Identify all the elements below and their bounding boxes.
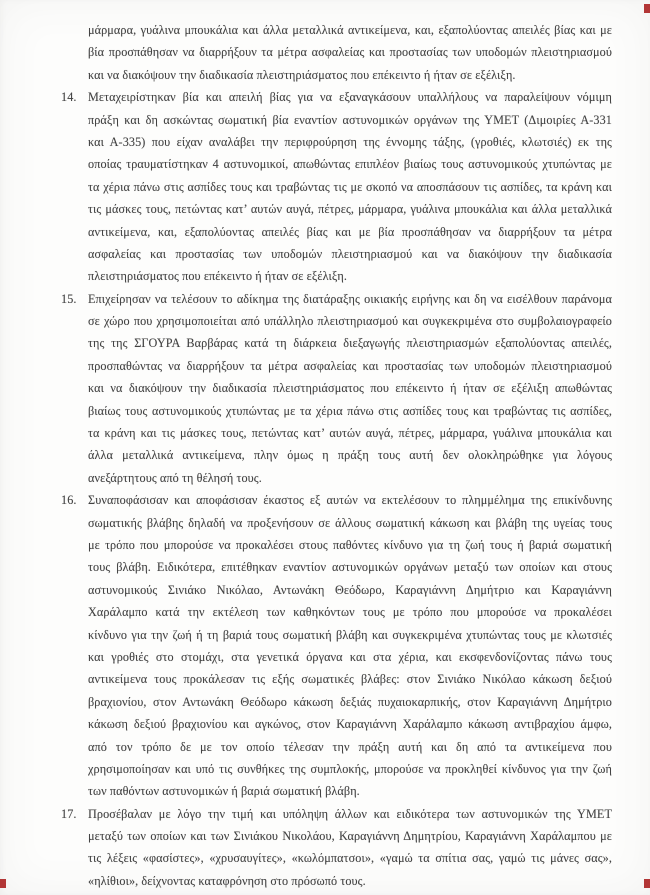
text-line: Επιχείρησαν να τελέσουν το αδίκημα της διατάραξης οικιακής ειρήνης και δη να εισέλθουν παράνομα — [88, 291, 612, 306]
paragraph — [88, 19, 612, 86]
text-line: τους βλάβη. Ειδικότερα, επιτέθηκαν εναντίον αστυνομικών οργάνων μεταξύ των οποίων και στους — [88, 560, 612, 575]
red-corner-mark-bottom-right — [644, 879, 650, 888]
text-line: και γροθιές στο στομάχι, στα γενετικά όργανα και στα χέρια, και εκσφενδονίζοντας πάνω τους — [88, 649, 612, 664]
text-line: τα χέρια πάνω στις ασπίδες τους και τραβώντας τις με σκοπό να αποσπάσουν τις ασπίδες, τα κράνη και — [88, 179, 612, 194]
text-line: μεταξύ των οποίων και των Σινιάκου Νικολάου, Καραγιάννη Δημητρίου, Καραγιάννη Χαράλαμπου με — [88, 829, 612, 844]
text-line: αντικείμενα τους προκάλεσαν τις εξής σωματικές βλάβες: στον Σινιάκο Νικόλαο κάκωση δεξιού — [88, 672, 612, 687]
text-line: χρησιμοποίησαν και υπό τις συνθήκες της συμπλοκής, μπορούσε να προκληθεί κίνδυνος για την ζωή — [88, 761, 612, 776]
paragraph-lines — [88, 803, 612, 893]
text-line: κίνδυνο για την ζωή ή τη βαριά τους σωματική βλάβη και συγκεκριμένα χτυπώντας τους με κλωτσιές — [88, 627, 612, 642]
text-line: σε χώρο που χρησιμοποιείται από υπάλληλο πλειστηριασμού και συγκεκριμένα στο συμβολαιογραφείο — [88, 314, 612, 329]
text-line: τις λέξεις «φασίστες», «χρυσαυγίτες», «κωλόμπατσοι», «γαμώ τα σπίτια σας, γαμώ τις μάνες σας», — [88, 851, 612, 866]
text-line: τις μάσκες τους, πετώντας κατ’ αυτών αυγά, πέτρες, μάρμαρα, γυάλινα μπουκάλια και άλλα μεταλλικά — [88, 202, 612, 217]
paragraph-lines — [88, 19, 612, 86]
paragraph — [61, 489, 612, 802]
text-block — [61, 19, 612, 892]
text-line: πλειστηριάσματος που επέκειντο ή ήταν σε εξέλιξη. — [88, 269, 348, 284]
text-line: των παθόντων αστυνομικών ή βαριά σωματική βλάβη. — [88, 784, 360, 799]
text-line: βιαίως τους αστυνομικούς χτυπώντας με τα χέρια πάνω στις ασπίδες τους και τραβώντας τις ασπίδες, — [88, 403, 612, 418]
text-line: τα κράνη και τις μάσκες τους, πετώντας κατ’ αυτών αυγά, πέτρες, μάρμαρα, γυάλινα μπουκάλια και — [88, 426, 612, 441]
text-line: ανεξάρτητους από τη θέλησή τους. — [88, 470, 262, 485]
text-line: «ηλίθιοι», δείχνοντας καταφρόνηση στο πρόσωπό τους. — [88, 873, 366, 888]
paragraph-lines — [88, 86, 612, 288]
text-line: βραχιονίου, στον Αντωνάκη Θεόδωρο κάκωση δεξιάς πυχαιοκαρπικής, στον Καραγιάννη Δημήτριο — [88, 694, 612, 709]
red-corner-mark-bottom-left — [0, 879, 6, 888]
paragraph-number: 17. — [61, 806, 77, 821]
text-line: βία προσπάθησαν να διαρρήξουν τα μέτρα ασφαλείας και προστασίας των υποδομών πλειστηριασμού — [88, 45, 612, 60]
paragraph-number: 14. — [61, 90, 77, 105]
paragraph-lines — [88, 288, 612, 490]
text-line: άλλα μεταλλικά αντικείμενα, πλην όμως η πράξη τους αυτή δεν ολοκληρώθηκε για λόγους — [88, 448, 612, 463]
text-line: αστυνομικούς Σινιάκο Νικόλαο, Αντωνάκη Θεόδωρο, Καραγιάννη Δημήτριο και Καραγιάννη — [88, 582, 612, 597]
text-line: της της ΣΓΟΥΡΑ Βαρβάρας κατά τη διάρκεια διεξαγωγής πλειστηριασμών εξαπολύοντας απειλές, — [88, 336, 612, 351]
text-line: και να διακόψουν την διαδικασία πλειστηριάσματος που επέκειντο ή ήταν σε εξέλιξη απωθώντας — [88, 381, 612, 396]
text-line: Μεταχειρίστηκαν βία και απειλή βίας για να εξαναγκάσουν υπαλλήλους να παραλείψουν νόμιμη — [88, 90, 612, 105]
text-line: πράξη και δη ασκώντας σωματική βία εναντίον αστυνομικών οργάνων της ΥΜΕΤ (Διμοιρίες Α-331 — [88, 112, 612, 127]
text-line: και να διακόψουν την διαδικασία πλειστηριάσματος που επέκειντο ή ήταν σε εξέλιξη. — [88, 67, 516, 82]
text-line: αντικείμενα, και, εξαπολύοντας απειλές βίας και με βία προσπάθησαν να διαρρήξουν τα μέτρα — [88, 224, 612, 239]
text-line: οποίας τραυματίστηκαν 4 αστυνομικοί, απωθώντας επιπλέον βιαίως τους αστυνομικούς χτυπώντας με — [88, 157, 612, 172]
paragraph-number: 16. — [61, 493, 77, 508]
paragraph — [61, 803, 612, 893]
text-line: Προσέβαλαν με λόγο την τιμή και υπόληψη άλλων και ειδικότερα των αστυνομικών της ΥΜΕΤ — [88, 806, 612, 821]
red-corner-mark-top-right — [644, 4, 650, 13]
text-line: με τρόπο που μπορούσε να προκαλέσει στους παθόντες κίνδυνο για τη ζωή τους ή βαριά σωματική — [88, 537, 612, 552]
text-line: προσπαθώντας να διαρρήξουν τα μέτρα ασφαλείας και προστασίας των υποδομών πλειστηριασμού — [88, 358, 612, 373]
text-line: κάκωση δεξιού βραχιονίου και αγκώνος, στον Καραγιάννη Χαράλαμπο κάκωση αντιβραχίου άμφω, — [88, 717, 612, 732]
text-line: Συναποφάσισαν και αποφάσισαν έκαστος εξ αυτών να εκτελέσουν το πλημμέλημα της επικίνδυνης — [88, 493, 612, 508]
text-line: ασφαλείας και προστασίας των υποδομών πλειστηριασμού και να διακόψουν την διαδικασία — [88, 246, 612, 261]
text-line: Χαράλαμπο κατά την εκτέλεση των καθηκόντων τους με τρόπο που μπορούσε να προκαλέσει — [88, 605, 612, 620]
paragraph — [61, 86, 612, 288]
paragraph — [61, 288, 612, 490]
paragraph-lines — [88, 489, 612, 802]
text-line: σωματικής βλάβης δηλαδή να προξενήσουν σε άλλους σωματική κάκωση και βλάβη της υγείας τους — [88, 515, 612, 530]
text-line: από τον τρόπο δε με τον οποίο τέλεσαν την πράξη αυτή και δη από τα αντικείμενα που — [88, 739, 612, 754]
paragraph-number: 15. — [61, 291, 77, 306]
text-line: και Α-335) που είχαν αναλάβει την περιφρούρηση της έννομης τάξης, (γροθιές, κλωτσιές) εκ της — [88, 134, 612, 149]
text-line: μάρμαρα, γυάλινα μπουκάλια και άλλα μεταλλικά αντικείμενα, και, εξαπολύοντας απειλές βίας και με — [88, 23, 612, 37]
